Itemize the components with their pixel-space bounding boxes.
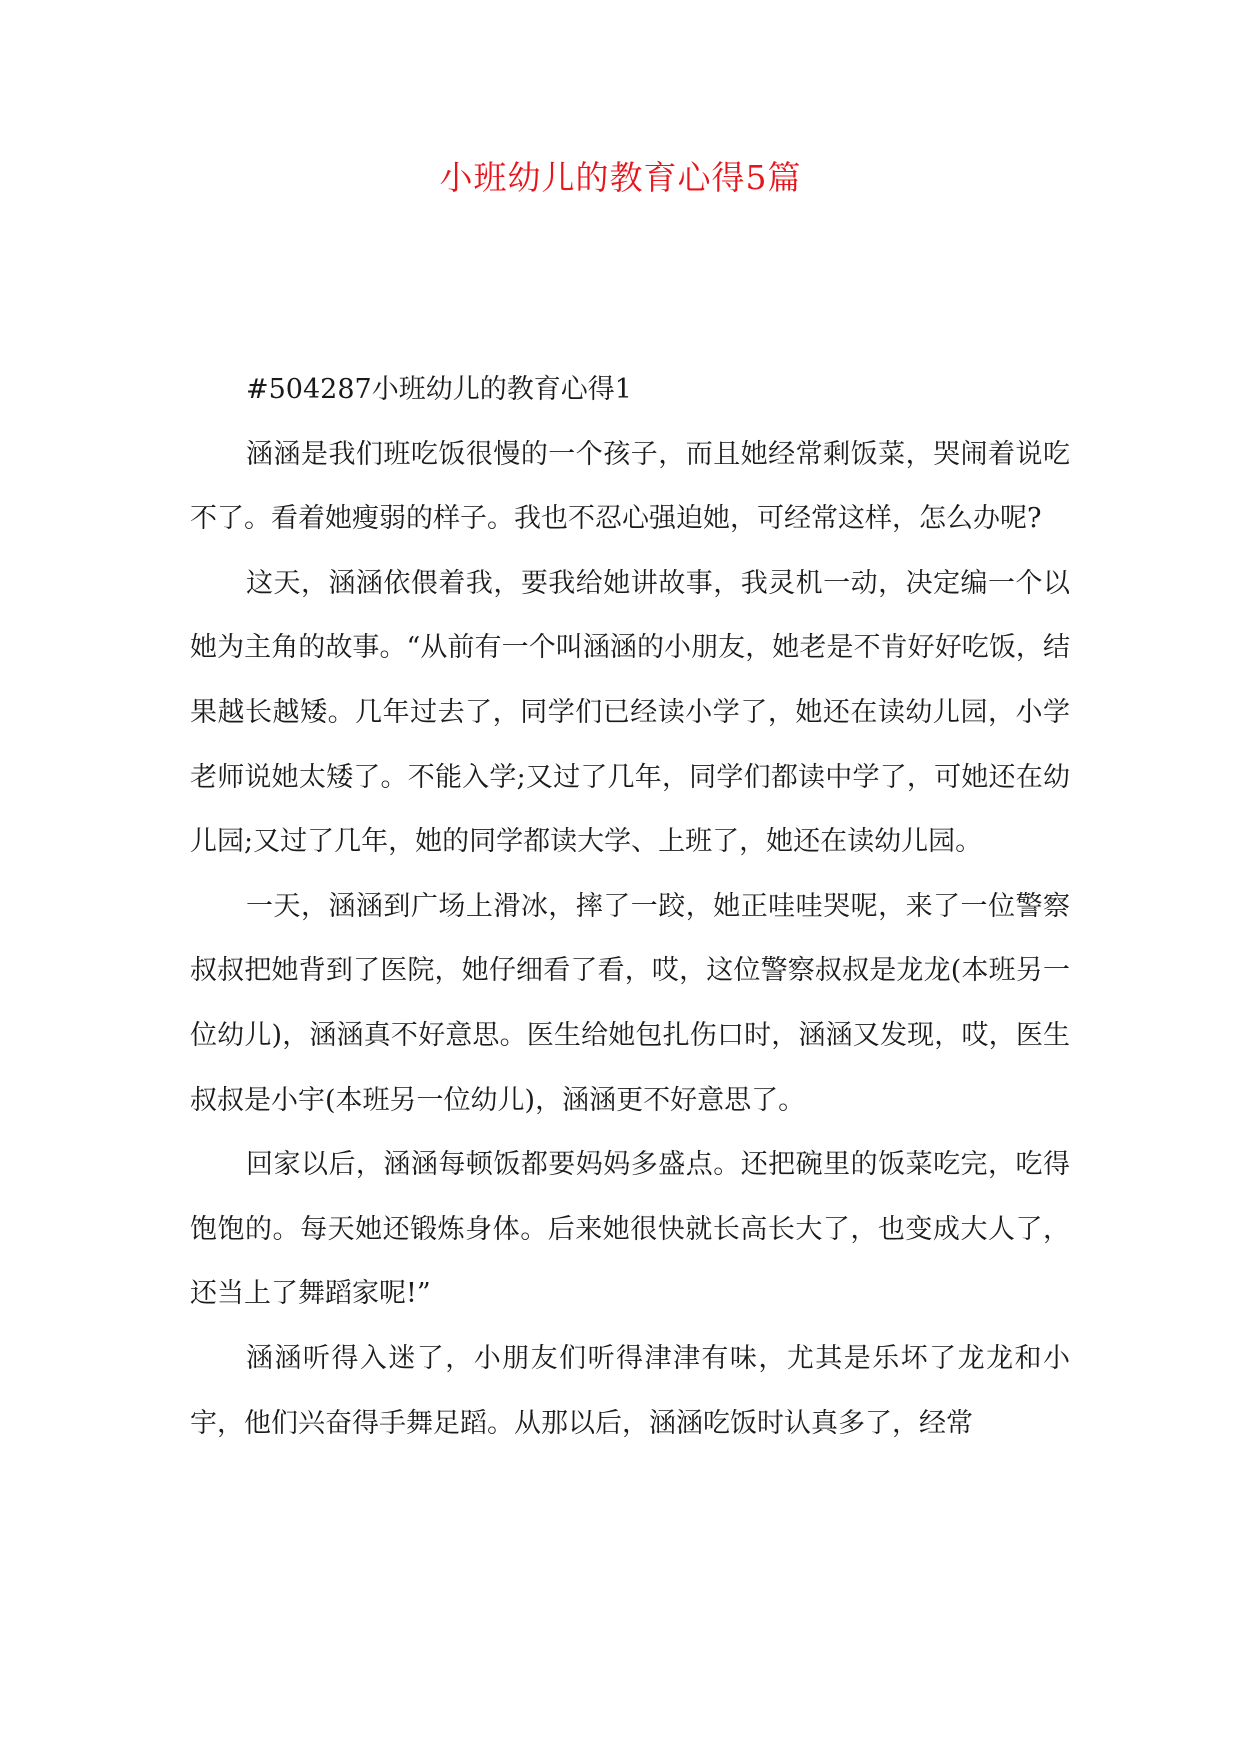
document-body: [190, 358, 1070, 1456]
paragraph: 涵涵听得入迷了，小朋友们听得津津有味，尤其是乐坏了龙龙和小宇，他们兴奋得手舞足蹈。从那以后，涵涵吃饭时认真多了，经常: [190, 1342, 1070, 1439]
document-title: 小班幼儿的教育心得5篇: [439, 158, 802, 197]
paragraph: 这天，涵涵依偎着我，要我给她讲故事，我灵机一动，决定编一个以她为主角的故事。“从前有一个叫涵涵的小朋友，她老是不肯好好吃饭，结果越长越矮。几年过去了，同学们已经读小学了，她还在读幼儿园，小学老师说她太矮了。不能入学;又过了几年，同学们都读中学了，可她还在幼儿园;又过了几年，她的同学都读大学、上班了，她还在读幼儿园。: [190, 567, 1070, 858]
paragraph: 一天，涵涵到广场上滑冰，摔了一跤，她正哇哇哭呢，来了一位警察叔叔把她背到了医院，她仔细看了看，哎，这位警察叔叔是龙龙(本班另一位幼儿)，涵涵真不好意思。医生给她包扎伤口时，涵涵又发现，哎，医生叔叔是小宇(本班另一位幼儿)，涵涵更不好意思了。: [190, 890, 1070, 1116]
paragraph: 涵涵是我们班吃饭很慢的一个孩子，而且她经常剩饭菜，哭闹着说吃不了。看着她瘦弱的样子。我也不忍心强迫她，可经常这样，怎么办呢?: [190, 438, 1070, 535]
section-heading: #504287小班幼儿的教育心得1: [246, 374, 632, 405]
paragraph: 回家以后，涵涵每顿饭都要妈妈多盛点。还把碗里的饭菜吃完，吃得饱饱的。每天她还锻炼身体。后来她很快就长高长大了，也变成大人了，还当上了舞蹈家呢!”: [190, 1149, 1070, 1310]
